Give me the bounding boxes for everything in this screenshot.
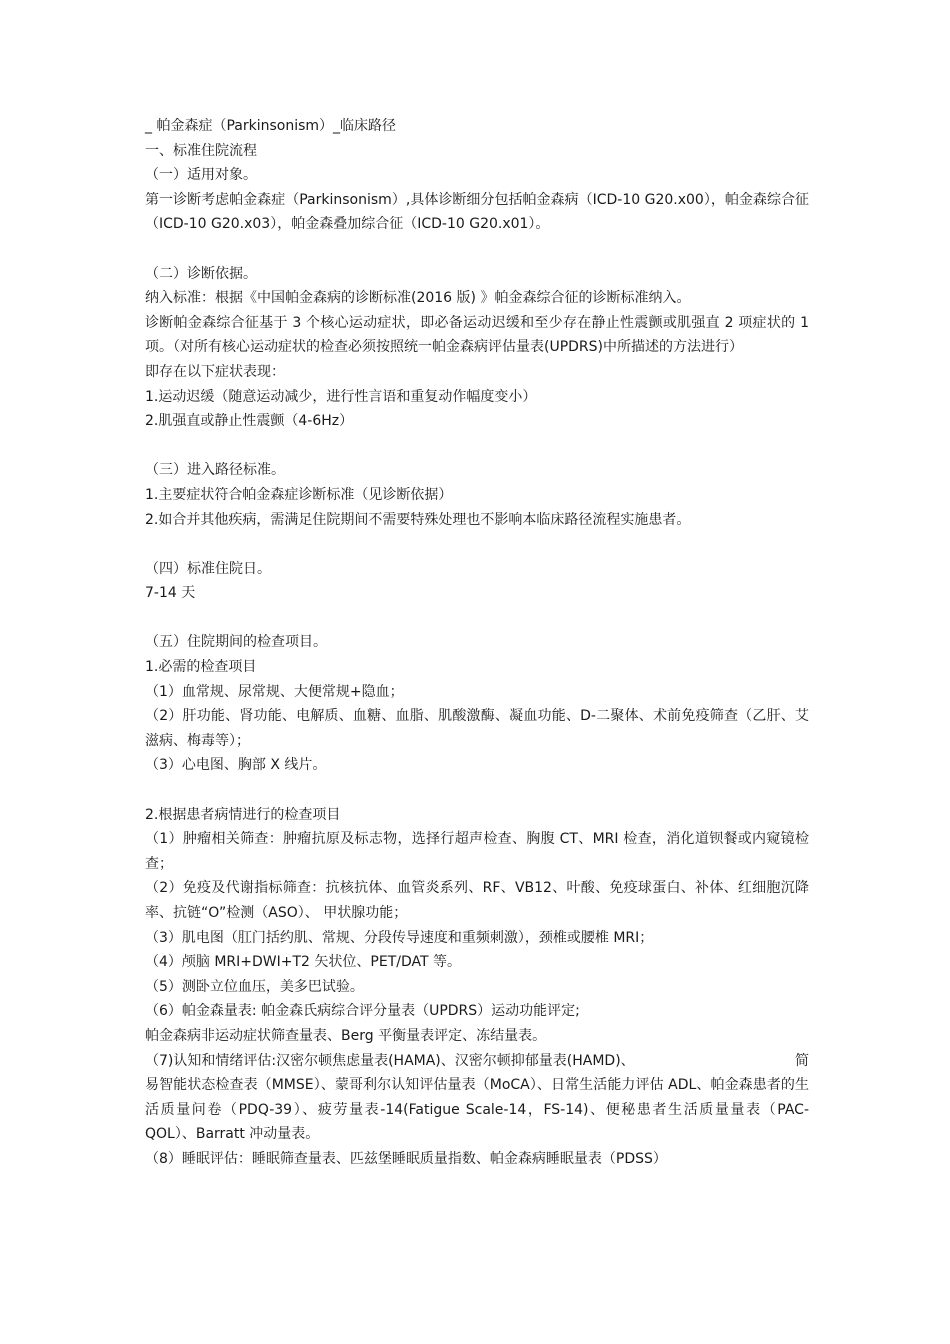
section-heading: 一、标准住院流程: [145, 142, 257, 159]
spacer: [145, 778, 809, 803]
spacer: [145, 237, 809, 262]
list-item: （2）免疫及代谢指标筛查：抗核抗体、血管炎系列、RF、VB12、叶酸、免疫球蛋白、补体、红细胞沉降率、抗链“O”检测（ASO）、 甲状腺功能；: [145, 880, 809, 921]
paragraph: 纳入标准：根据《中国帕金森病的诊断标准(2016 版) 》帕金森综合征的诊断标准纳入。: [145, 290, 691, 307]
list-item: （1）血常规、尿常规、大便常规+隐血；: [145, 683, 404, 700]
document-body: [145, 114, 809, 1172]
paragraph: 即存在以下症状表现：: [145, 363, 285, 380]
list-item: 2.如合并其他疾病，需满足住院期间不需要特殊处理也不影响本临床路径流程实施患者。: [145, 511, 691, 528]
list-item: （5）测卧立位血压，美多巴试验。: [145, 978, 364, 995]
list-heading: 1.必需的检查项目: [145, 659, 257, 676]
list-item: （1）肿瘤相关筛查：肿瘤抗原及标志物，选择行超声检查、胸腹 CT、MRI 检查，消化道钡餐或内窥镜检查；: [145, 831, 809, 872]
spacer: [145, 434, 809, 459]
list-item-text: 简: [795, 1052, 809, 1069]
list-item: 1.主要症状符合帕金森症诊断标准（见诊断依据）: [145, 486, 453, 503]
list-item: （2）肝功能、肾功能、电解质、血糖、血脂、肌酸激酶、凝血功能、D-二聚体、术前免疫筛查（乙肝、艾滋病、梅毒等）；: [145, 708, 809, 749]
subsection-heading: （四）标准住院日。: [145, 560, 271, 577]
spacer: [145, 532, 809, 557]
list-heading: 2.根据患者病情进行的检查项目: [145, 806, 341, 823]
subsection-heading: （二）诊断依据。: [145, 265, 257, 282]
list-item: （4）颅脑 MRI+DWI+T2 矢状位、PET/DAT 等。: [145, 954, 461, 971]
list-item: （3）心电图、胸部 X 线片。: [145, 757, 327, 774]
subsection-heading: （一）适用对象。: [145, 167, 257, 184]
list-item: （8）睡眠评估：睡眠筛查量表、匹兹堡睡眠质量指数、帕金森病睡眠量表（PDSS）: [145, 1150, 667, 1167]
list-item: （6）帕金森量表: 帕金森氏病综合评分量表（UPDRS）运动功能评定;: [145, 1003, 580, 1020]
list-item: 易智能状态检查表（MMSE）、蒙哥利尔认知评估量表（MoCA）、日常生活能力评估 ADL、帕金森患者的生活质量问卷（PDQ-39）、疲劳量表-14(Fatigue Scale-14，FS-14)、便秘患者生活质量量表（PAC-QOL）、Barratt 冲动量表。: [145, 1077, 809, 1143]
list-item: 帕金森病非运动症状筛查量表、Berg 平衡量表评定、冻结量表。: [145, 1027, 547, 1044]
subsection-heading: （三）进入路径标准。: [145, 462, 285, 479]
subsection-heading: （五）住院期间的检查项目。: [145, 634, 327, 651]
paragraph: 7-14 天: [145, 585, 196, 602]
spacer: [145, 606, 809, 631]
list-item: （3）肌电图（肛门括约肌、常规、分段传导速度和重频刺激），颈椎或腰椎 MRI；: [145, 929, 654, 946]
document-title: _ 帕金森症（Parkinsonism）_临床路径: [145, 118, 397, 134]
paragraph: 第一诊断考虑帕金森症（Parkinsonism）,具体诊断细分包括帕金森病（ICD-10 G20.x00），帕金森综合征（ICD-10 G20.x03），帕金森叠加综合征（ICD-10 G20.x01）。: [145, 191, 809, 233]
list-item-first-line: [145, 1049, 809, 1074]
list-item: 2.肌强直或静止性震颤（4-6Hz）: [145, 413, 354, 430]
list-item: 1.运动迟缓（随意运动减少，进行性言语和重复动作幅度变小）: [145, 388, 537, 405]
paragraph: 诊断帕金森综合征基于 3 个核心运动症状，即必备运动迟缓和至少存在静止性震颤或肌强直 2 项症状的 1 项。（对所有核心运动症状的检查必须按照统一帕金森病评估量表(UPDRS)中所描述的方法进行）: [145, 314, 809, 356]
list-item-text: （7)认知和情绪评估:汉密尔顿焦虑量表(HAMA)、汉密尔顿抑郁量表(HAMD)、: [145, 1052, 635, 1069]
